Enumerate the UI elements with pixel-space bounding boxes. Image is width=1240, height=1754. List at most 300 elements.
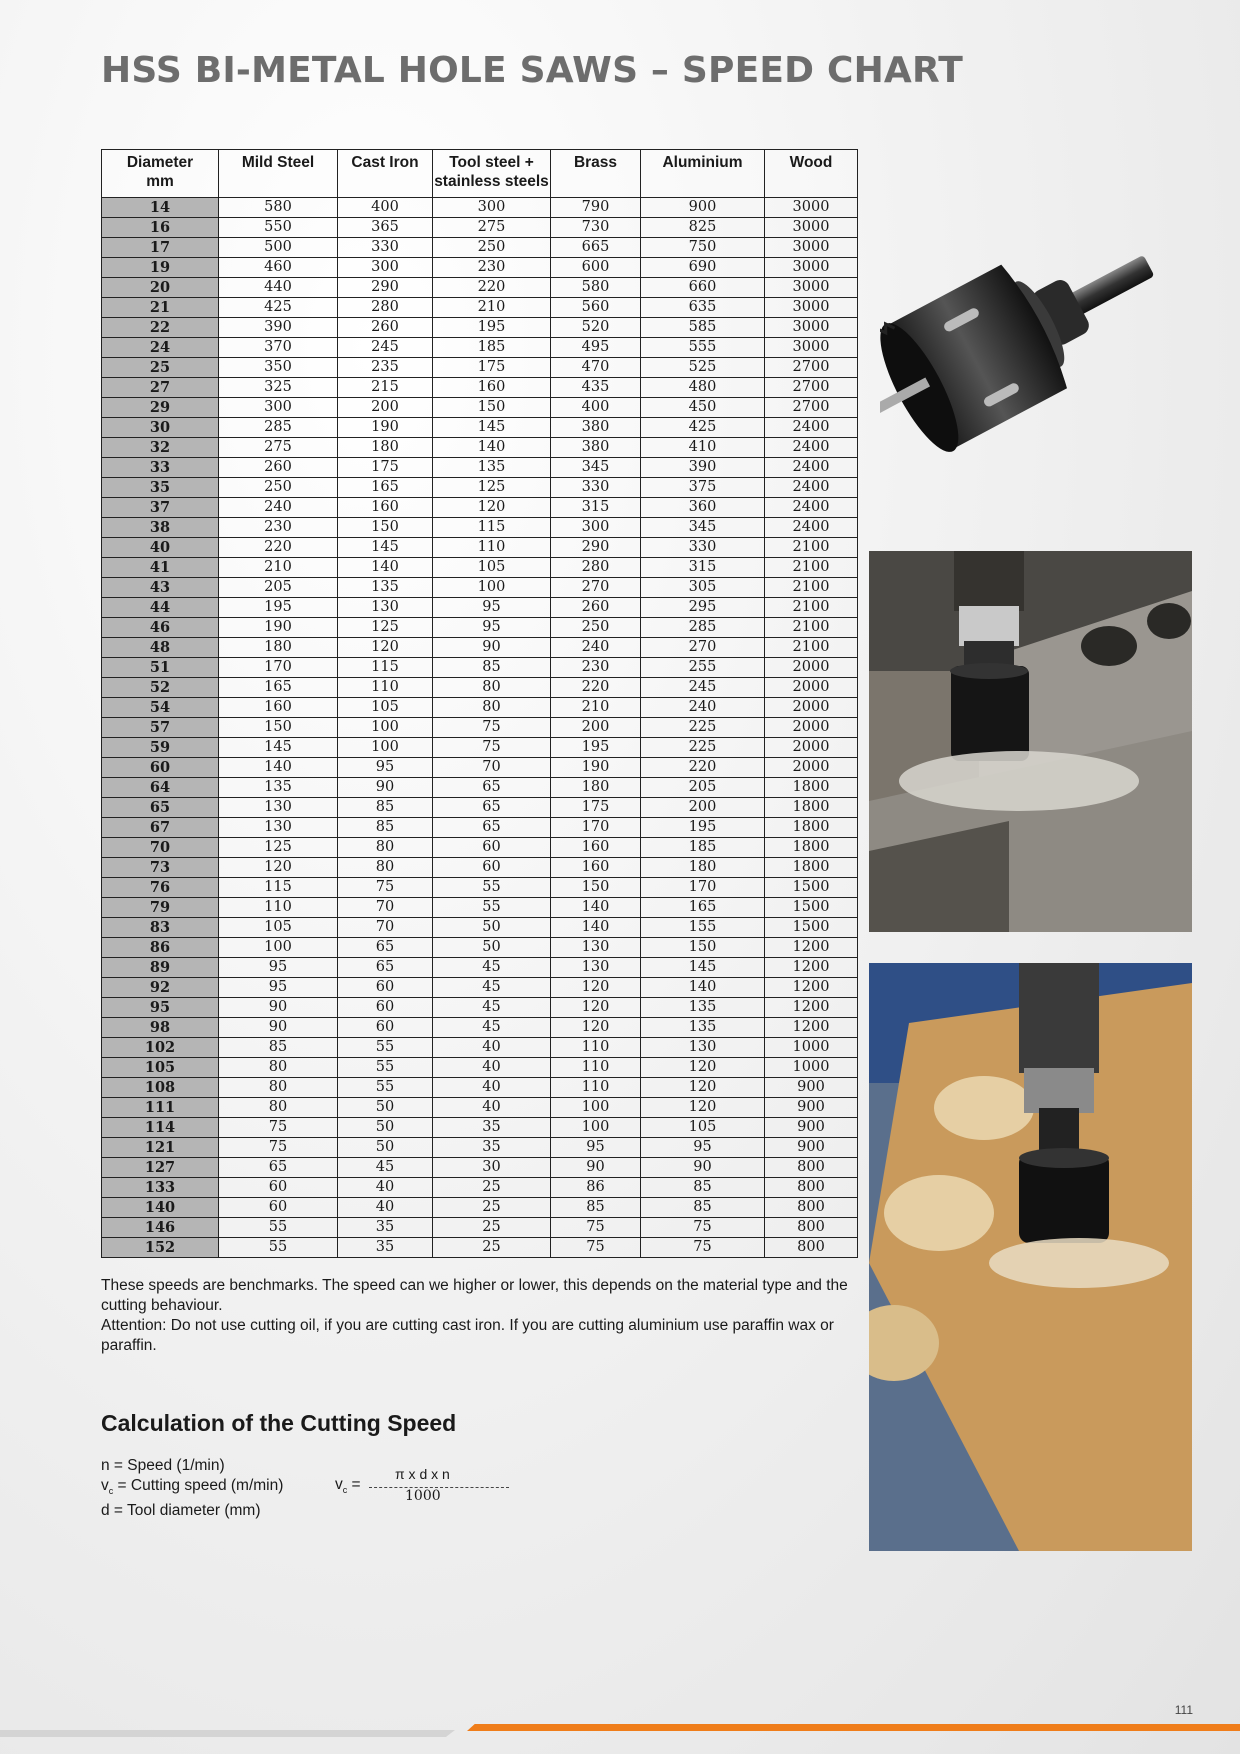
cell-brass: 110 (551, 1038, 641, 1058)
cell-brass: 470 (551, 358, 641, 378)
table-row (102, 1238, 858, 1258)
cell-tool-steel: 90 (433, 638, 551, 658)
cell-aluminium: 480 (641, 378, 765, 398)
cell-mild-steel: 130 (219, 818, 338, 838)
cell-cast-iron: 130 (338, 598, 433, 618)
cell-mild-steel: 115 (219, 878, 338, 898)
cell-mild-steel: 140 (219, 758, 338, 778)
cell-tool-steel: 230 (433, 258, 551, 278)
cell-mild-steel: 500 (219, 238, 338, 258)
header-aluminium: Aluminium (641, 150, 765, 198)
cell-wood: 1800 (765, 838, 858, 858)
cell-brass: 665 (551, 238, 641, 258)
cell-wood: 3000 (765, 318, 858, 338)
formula-numerator: π x d x n (395, 1466, 450, 1482)
cell-mild-steel: 135 (219, 778, 338, 798)
cell-tool-steel: 95 (433, 598, 551, 618)
table-row (102, 818, 858, 838)
cell-wood: 2100 (765, 558, 858, 578)
page-title: HSS BI-METAL HOLE SAWS – SPEED CHART (101, 50, 964, 91)
cell-cast-iron: 125 (338, 618, 433, 638)
cell-diameter: 67 (102, 818, 219, 838)
cell-wood: 2400 (765, 518, 858, 538)
cell-brass: 560 (551, 298, 641, 318)
cell-mild-steel: 325 (219, 378, 338, 398)
table-row (102, 478, 858, 498)
cell-brass: 86 (551, 1178, 641, 1198)
cell-diameter: 37 (102, 498, 219, 518)
cell-tool-steel: 65 (433, 778, 551, 798)
cell-aluminium: 95 (641, 1138, 765, 1158)
cell-diameter: 20 (102, 278, 219, 298)
cell-diameter: 64 (102, 778, 219, 798)
cell-brass: 160 (551, 858, 641, 878)
cell-aluminium: 90 (641, 1158, 765, 1178)
cell-aluminium: 225 (641, 718, 765, 738)
cell-brass: 120 (551, 998, 641, 1018)
cell-diameter: 133 (102, 1178, 219, 1198)
cell-cast-iron: 60 (338, 998, 433, 1018)
cell-brass: 270 (551, 578, 641, 598)
cell-diameter: 105 (102, 1058, 219, 1078)
cell-tool-steel: 85 (433, 658, 551, 678)
cell-wood: 3000 (765, 238, 858, 258)
cell-aluminium: 315 (641, 558, 765, 578)
footer-accent-bar (467, 1724, 1240, 1731)
cell-wood: 3000 (765, 218, 858, 238)
cell-mild-steel: 110 (219, 898, 338, 918)
cell-brass: 600 (551, 258, 641, 278)
table-row (102, 1158, 858, 1178)
cell-cast-iron: 35 (338, 1238, 433, 1258)
cell-cast-iron: 110 (338, 678, 433, 698)
cell-diameter: 146 (102, 1218, 219, 1238)
table-row (102, 578, 858, 598)
cell-mild-steel: 220 (219, 538, 338, 558)
table-row (102, 1038, 858, 1058)
cell-aluminium: 85 (641, 1198, 765, 1218)
cell-diameter: 70 (102, 838, 219, 858)
cell-cast-iron: 180 (338, 438, 433, 458)
cell-brass: 75 (551, 1238, 641, 1258)
cell-cast-iron: 45 (338, 1158, 433, 1178)
cell-aluminium: 825 (641, 218, 765, 238)
cell-tool-steel: 25 (433, 1218, 551, 1238)
table-row (102, 1178, 858, 1198)
cell-wood: 1500 (765, 898, 858, 918)
cell-wood: 2000 (765, 658, 858, 678)
table-row (102, 1098, 858, 1118)
cell-aluminium: 660 (641, 278, 765, 298)
cell-brass: 200 (551, 718, 641, 738)
cell-aluminium: 165 (641, 898, 765, 918)
cell-cast-iron: 85 (338, 818, 433, 838)
cutting-speed-formula (335, 1466, 535, 1512)
cell-tool-steel: 35 (433, 1138, 551, 1158)
cell-cast-iron: 95 (338, 758, 433, 778)
cell-aluminium: 555 (641, 338, 765, 358)
cell-wood: 1800 (765, 798, 858, 818)
cell-aluminium: 120 (641, 1058, 765, 1078)
table-row (102, 918, 858, 938)
cell-aluminium: 85 (641, 1178, 765, 1198)
table-row (102, 1078, 858, 1098)
cell-brass: 290 (551, 538, 641, 558)
cell-aluminium: 690 (641, 258, 765, 278)
cell-cast-iron: 90 (338, 778, 433, 798)
cell-wood: 3000 (765, 338, 858, 358)
cell-mild-steel: 240 (219, 498, 338, 518)
cell-mild-steel: 90 (219, 1018, 338, 1038)
cell-diameter: 111 (102, 1098, 219, 1118)
cell-cast-iron: 280 (338, 298, 433, 318)
cell-cast-iron: 70 (338, 918, 433, 938)
cell-diameter: 22 (102, 318, 219, 338)
cell-wood: 2700 (765, 358, 858, 378)
cell-tool-steel: 195 (433, 318, 551, 338)
cell-mild-steel: 350 (219, 358, 338, 378)
cell-mild-steel: 90 (219, 998, 338, 1018)
cell-diameter: 17 (102, 238, 219, 258)
cell-tool-steel: 80 (433, 698, 551, 718)
cell-diameter: 27 (102, 378, 219, 398)
calculation-heading: Calculation of the Cutting Speed (101, 1410, 457, 1436)
cell-mild-steel: 285 (219, 418, 338, 438)
cell-diameter: 40 (102, 538, 219, 558)
cell-mild-steel: 95 (219, 958, 338, 978)
cell-cast-iron: 75 (338, 878, 433, 898)
cell-cast-iron: 145 (338, 538, 433, 558)
cell-diameter: 95 (102, 998, 219, 1018)
cell-wood: 3000 (765, 258, 858, 278)
cell-diameter: 89 (102, 958, 219, 978)
cell-diameter: 14 (102, 198, 219, 218)
table-row (102, 1018, 858, 1038)
cell-brass: 130 (551, 938, 641, 958)
cell-mild-steel: 130 (219, 798, 338, 818)
cell-tool-steel: 185 (433, 338, 551, 358)
table-row (102, 218, 858, 238)
cell-brass: 220 (551, 678, 641, 698)
table-row (102, 778, 858, 798)
cell-brass: 400 (551, 398, 641, 418)
cell-aluminium: 225 (641, 738, 765, 758)
formula-lhs: $v_c$ = (335, 1476, 361, 1496)
cell-aluminium: 135 (641, 998, 765, 1018)
cell-brass: 730 (551, 218, 641, 238)
cell-aluminium: 240 (641, 698, 765, 718)
cell-diameter: 57 (102, 718, 219, 738)
cell-diameter: 38 (102, 518, 219, 538)
cell-diameter: 83 (102, 918, 219, 938)
cell-aluminium: 170 (641, 878, 765, 898)
cell-mild-steel: 55 (219, 1218, 338, 1238)
table-row (102, 378, 858, 398)
cell-tool-steel: 80 (433, 678, 551, 698)
cell-mild-steel: 550 (219, 218, 338, 238)
cell-aluminium: 205 (641, 778, 765, 798)
footer-grey-bar (0, 1730, 455, 1737)
definition-vc: $v_c$ = Cutting speed (m/min) (101, 1477, 284, 1497)
cell-tool-steel: 250 (433, 238, 551, 258)
cell-wood: 1000 (765, 1058, 858, 1078)
cell-tool-steel: 70 (433, 758, 551, 778)
cell-aluminium: 150 (641, 938, 765, 958)
cell-aluminium: 270 (641, 638, 765, 658)
cell-aluminium: 220 (641, 758, 765, 778)
table-row (102, 1218, 858, 1238)
cell-brass: 495 (551, 338, 641, 358)
cell-mild-steel: 165 (219, 678, 338, 698)
cell-aluminium: 105 (641, 1118, 765, 1138)
cell-mild-steel: 195 (219, 598, 338, 618)
cell-aluminium: 140 (641, 978, 765, 998)
cell-mild-steel: 55 (219, 1238, 338, 1258)
hole-saw-cutting-metal-photo (869, 551, 1192, 932)
cell-wood: 2100 (765, 578, 858, 598)
cell-wood: 2100 (765, 598, 858, 618)
table-row (102, 998, 858, 1018)
table-row (102, 898, 858, 918)
cell-cast-iron: 160 (338, 498, 433, 518)
table-row (102, 278, 858, 298)
cell-mild-steel: 80 (219, 1098, 338, 1118)
cell-cast-iron: 120 (338, 638, 433, 658)
cell-wood: 2400 (765, 478, 858, 498)
table-row (102, 438, 858, 458)
cell-brass: 90 (551, 1158, 641, 1178)
cell-aluminium: 75 (641, 1238, 765, 1258)
cell-tool-steel: 110 (433, 538, 551, 558)
cell-mild-steel: 150 (219, 718, 338, 738)
cell-brass: 100 (551, 1118, 641, 1138)
table-row (102, 678, 858, 698)
cell-diameter: 76 (102, 878, 219, 898)
cell-aluminium: 425 (641, 418, 765, 438)
cell-cast-iron: 200 (338, 398, 433, 418)
cell-mild-steel: 65 (219, 1158, 338, 1178)
cell-diameter: 19 (102, 258, 219, 278)
cell-mild-steel: 145 (219, 738, 338, 758)
cell-cast-iron: 190 (338, 418, 433, 438)
cell-brass: 130 (551, 958, 641, 978)
cell-tool-steel: 45 (433, 958, 551, 978)
cell-tool-steel: 25 (433, 1238, 551, 1258)
formula-denominator: 1000 (405, 1488, 441, 1504)
cell-mild-steel: 100 (219, 938, 338, 958)
cell-tool-steel: 160 (433, 378, 551, 398)
header-diameter: Diameter mm (102, 150, 219, 198)
cell-tool-steel: 300 (433, 198, 551, 218)
cell-aluminium: 285 (641, 618, 765, 638)
cell-tool-steel: 115 (433, 518, 551, 538)
cell-diameter: 86 (102, 938, 219, 958)
cell-tool-steel: 175 (433, 358, 551, 378)
cell-diameter: 25 (102, 358, 219, 378)
cell-aluminium: 305 (641, 578, 765, 598)
cell-cast-iron: 215 (338, 378, 433, 398)
header-mild-steel: Mild Steel (219, 150, 338, 198)
header-brass: Brass (551, 150, 641, 198)
cell-tool-steel: 55 (433, 898, 551, 918)
cell-wood: 1800 (765, 778, 858, 798)
table-row (102, 518, 858, 538)
cell-cast-iron: 150 (338, 518, 433, 538)
cell-cast-iron: 300 (338, 258, 433, 278)
cell-mild-steel: 370 (219, 338, 338, 358)
cell-cast-iron: 330 (338, 238, 433, 258)
cell-brass: 280 (551, 558, 641, 578)
table-row (102, 618, 858, 638)
cell-diameter: 65 (102, 798, 219, 818)
cell-wood: 1800 (765, 818, 858, 838)
cell-diameter: 43 (102, 578, 219, 598)
table-header-row (102, 150, 858, 198)
cell-cast-iron: 55 (338, 1038, 433, 1058)
cell-diameter: 46 (102, 618, 219, 638)
table-row (102, 458, 858, 478)
cell-aluminium: 450 (641, 398, 765, 418)
cell-mild-steel: 120 (219, 858, 338, 878)
cell-wood: 800 (765, 1238, 858, 1258)
table-row (102, 538, 858, 558)
cell-aluminium: 135 (641, 1018, 765, 1038)
cell-diameter: 44 (102, 598, 219, 618)
table-row (102, 878, 858, 898)
cell-diameter: 41 (102, 558, 219, 578)
cell-brass: 790 (551, 198, 641, 218)
cell-brass: 435 (551, 378, 641, 398)
cell-mild-steel: 60 (219, 1178, 338, 1198)
cell-brass: 580 (551, 278, 641, 298)
cell-mild-steel: 275 (219, 438, 338, 458)
cell-aluminium: 295 (641, 598, 765, 618)
table-row (102, 238, 858, 258)
cell-cast-iron: 175 (338, 458, 433, 478)
cell-cast-iron: 365 (338, 218, 433, 238)
cell-diameter: 33 (102, 458, 219, 478)
cell-mild-steel: 190 (219, 618, 338, 638)
cell-brass: 520 (551, 318, 641, 338)
cell-aluminium: 200 (641, 798, 765, 818)
cell-cast-iron: 165 (338, 478, 433, 498)
cell-tool-steel: 40 (433, 1058, 551, 1078)
table-row (102, 558, 858, 578)
cell-cast-iron: 235 (338, 358, 433, 378)
cell-brass: 260 (551, 598, 641, 618)
cell-tool-steel: 135 (433, 458, 551, 478)
cell-wood: 3000 (765, 198, 858, 218)
cell-wood: 800 (765, 1178, 858, 1198)
table-row (102, 258, 858, 278)
cell-mild-steel: 460 (219, 258, 338, 278)
header-cast-iron: Cast Iron (338, 150, 433, 198)
cell-mild-steel: 580 (219, 198, 338, 218)
cell-cast-iron: 100 (338, 738, 433, 758)
cell-aluminium: 120 (641, 1078, 765, 1098)
cell-wood: 1200 (765, 1018, 858, 1038)
cell-tool-steel: 275 (433, 218, 551, 238)
table-row (102, 838, 858, 858)
cell-aluminium: 75 (641, 1218, 765, 1238)
cell-cast-iron: 50 (338, 1098, 433, 1118)
table-row (102, 718, 858, 738)
cell-mild-steel: 230 (219, 518, 338, 538)
table-row (102, 958, 858, 978)
cell-brass: 180 (551, 778, 641, 798)
cell-wood: 1500 (765, 878, 858, 898)
cell-diameter: 108 (102, 1078, 219, 1098)
cell-wood: 2400 (765, 458, 858, 478)
cell-tool-steel: 75 (433, 718, 551, 738)
cell-tool-steel: 120 (433, 498, 551, 518)
table-row (102, 978, 858, 998)
cell-wood: 2400 (765, 418, 858, 438)
cell-wood: 800 (765, 1158, 858, 1178)
cell-aluminium: 330 (641, 538, 765, 558)
cell-tool-steel: 75 (433, 738, 551, 758)
cell-aluminium: 750 (641, 238, 765, 258)
cell-aluminium: 155 (641, 918, 765, 938)
cell-mild-steel: 85 (219, 1038, 338, 1058)
cell-wood: 1200 (765, 978, 858, 998)
cell-aluminium: 130 (641, 1038, 765, 1058)
cell-aluminium: 525 (641, 358, 765, 378)
table-row (102, 418, 858, 438)
table-row (102, 1058, 858, 1078)
cell-mild-steel: 125 (219, 838, 338, 858)
cell-cast-iron: 135 (338, 578, 433, 598)
cell-diameter: 127 (102, 1158, 219, 1178)
cell-diameter: 54 (102, 698, 219, 718)
cell-aluminium: 375 (641, 478, 765, 498)
cell-wood: 2100 (765, 618, 858, 638)
cell-cast-iron: 40 (338, 1198, 433, 1218)
cell-wood: 1200 (765, 938, 858, 958)
cell-diameter: 48 (102, 638, 219, 658)
cell-tool-steel: 140 (433, 438, 551, 458)
table-row (102, 1118, 858, 1138)
cell-wood: 2000 (765, 758, 858, 778)
table-row (102, 318, 858, 338)
cell-cast-iron: 85 (338, 798, 433, 818)
cell-cast-iron: 140 (338, 558, 433, 578)
definition-n: n = Speed (1/min) (101, 1457, 225, 1474)
cell-wood: 2000 (765, 678, 858, 698)
cell-diameter: 24 (102, 338, 219, 358)
cell-mild-steel: 425 (219, 298, 338, 318)
cell-wood: 2700 (765, 378, 858, 398)
cell-aluminium: 245 (641, 678, 765, 698)
cell-diameter: 51 (102, 658, 219, 678)
table-row (102, 938, 858, 958)
cell-diameter: 92 (102, 978, 219, 998)
cell-tool-steel: 40 (433, 1078, 551, 1098)
cell-aluminium: 900 (641, 198, 765, 218)
cell-brass: 95 (551, 1138, 641, 1158)
table-row (102, 498, 858, 518)
cell-cast-iron: 100 (338, 718, 433, 738)
table-row (102, 598, 858, 618)
cell-brass: 110 (551, 1058, 641, 1078)
cell-aluminium: 585 (641, 318, 765, 338)
cell-wood: 2000 (765, 738, 858, 758)
cell-brass: 120 (551, 978, 641, 998)
cell-mild-steel: 160 (219, 698, 338, 718)
speed-chart-table (101, 149, 858, 1258)
cell-brass: 110 (551, 1078, 641, 1098)
cell-aluminium: 180 (641, 858, 765, 878)
